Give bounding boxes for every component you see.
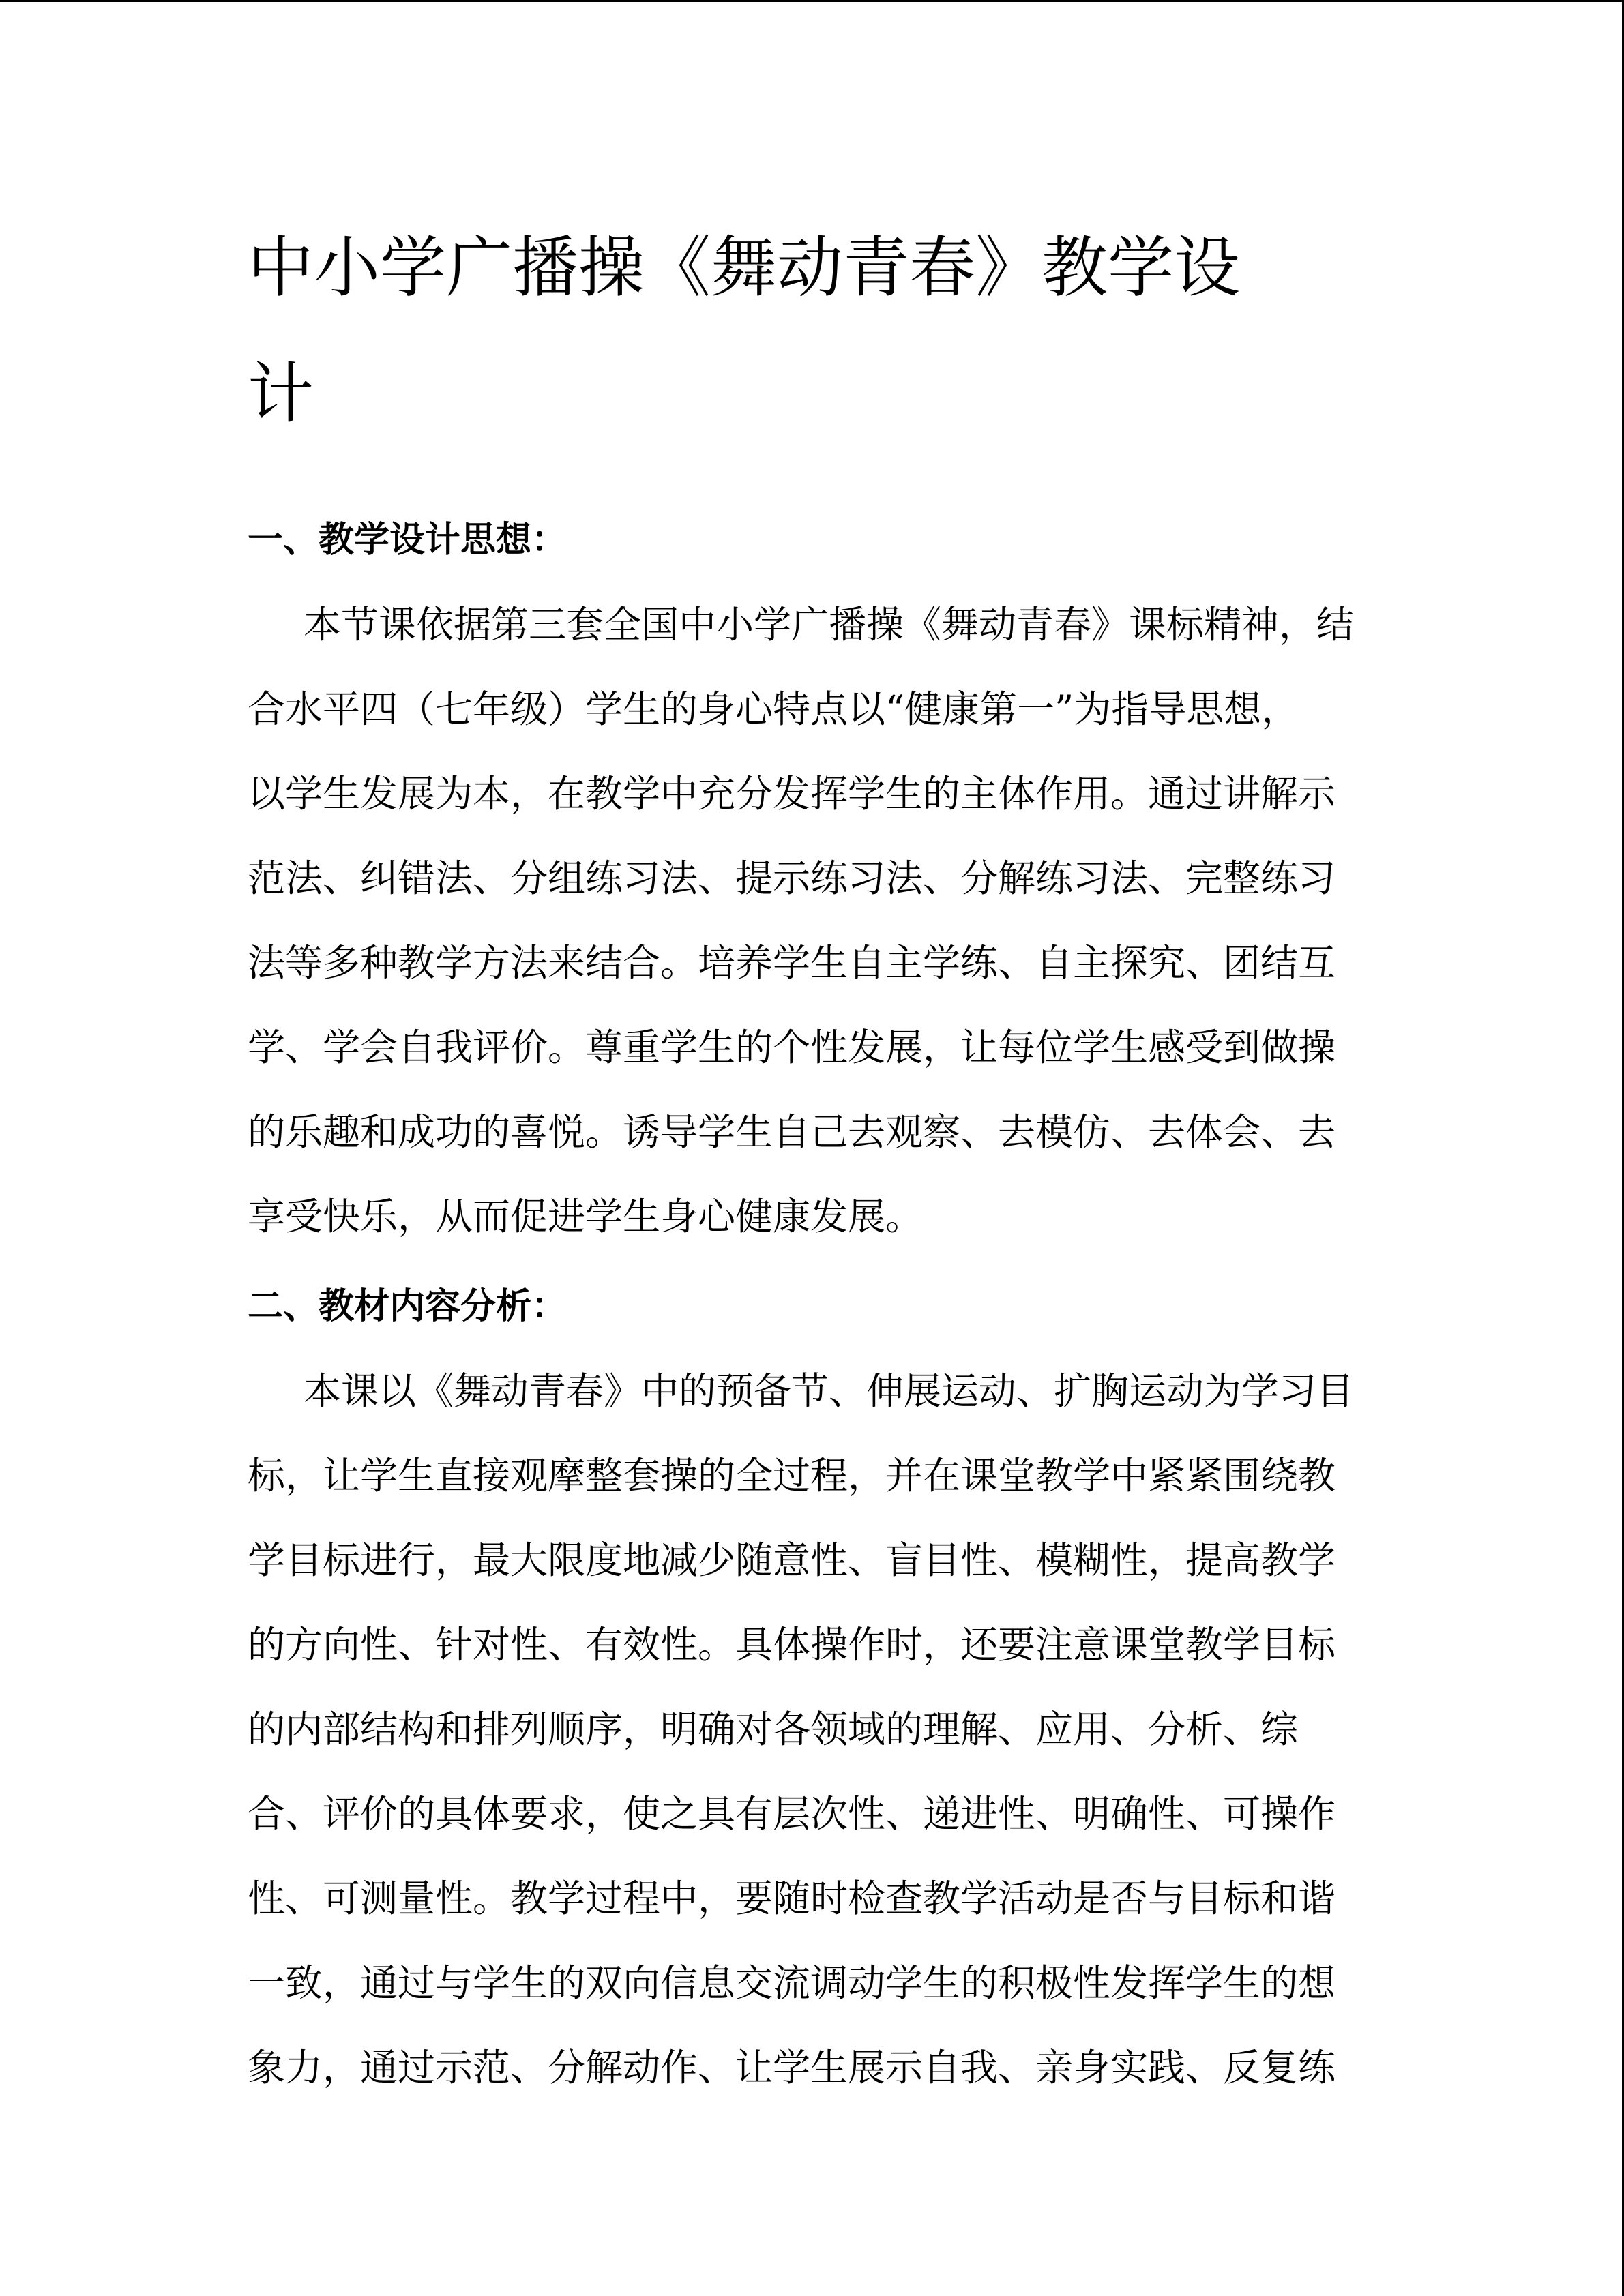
paragraph-line: 的内部结构和排列顺序，明确对各领域的理解、应用、分析、综: [248, 1708, 1299, 1751]
document-title-line-2: 计: [248, 355, 314, 432]
paragraph-line: 一致，通过与学生的双向信息交流调动学生的积极性发挥学生的想: [248, 1961, 1336, 2005]
section-1-paragraph: [248, 582, 1380, 1259]
section-2-paragraph: [248, 1349, 1380, 2110]
paragraph-line: 法等多种教学方法来结合。培养学生自主学练、自主探究、团结互: [248, 941, 1336, 985]
section-heading-1: 一、教学设计思想：: [248, 520, 567, 561]
paragraph-line: 合水平四（七年级）学生的身心特点以“健康第一”为指导思想，: [248, 687, 1299, 731]
page-border-top: [0, 0, 1624, 2]
paragraph-line: 的方向性、针对性、有效性。具体操作时，还要注意课堂教学目标: [248, 1623, 1336, 1667]
paragraph-line: 性、可测量性。教学过程中，要随时检查教学活动是否与目标和谐: [248, 1877, 1336, 1920]
paragraph-line: 合、评价的具体要求，使之具有层次性、递进性、明确性、可操作: [248, 1792, 1336, 1836]
section-heading-2: 二、教材内容分析：: [248, 1286, 567, 1327]
paragraph-line: 的乐趣和成功的喜悦。诱导学生自己去观察、去模仿、去体会、去: [248, 1110, 1336, 1154]
paragraph-line: 享受快乐，从而促进学生身心健康发展。: [248, 1195, 924, 1238]
document-title-line-1: 中小学广播操《舞动青春》教学设: [248, 229, 1240, 306]
paragraph-line: 象力，通过示范、分解动作、让学生展示自我、亲身实践、反复练: [248, 2046, 1336, 2089]
paragraph-line: 本课以《舞动青春》中的预备节、伸展运动、扩胸运动为学习目: [304, 1369, 1355, 1413]
paragraph-line: 以学生发展为本，在教学中充分发挥学生的主体作用。通过讲解示: [248, 772, 1336, 816]
paragraph-line: 本节课依据第三套全国中小学广播操《舞动青春》课标精神，结: [304, 603, 1355, 646]
paragraph-line: 学、学会自我评价。尊重学生的个性发展，让每位学生感受到做操: [248, 1026, 1336, 1069]
document-title: [248, 205, 1380, 457]
paragraph-line: 学目标进行，最大限度地减少随意性、盲目性、模糊性，提高教学: [248, 1538, 1336, 1582]
paragraph-line: 标，让学生直接观摩整套操的全过程，并在课堂教学中紧紧围绕教: [248, 1454, 1336, 1497]
paragraph-line: 范法、纠错法、分组练习法、提示练习法、分解练习法、完整练习: [248, 856, 1336, 900]
